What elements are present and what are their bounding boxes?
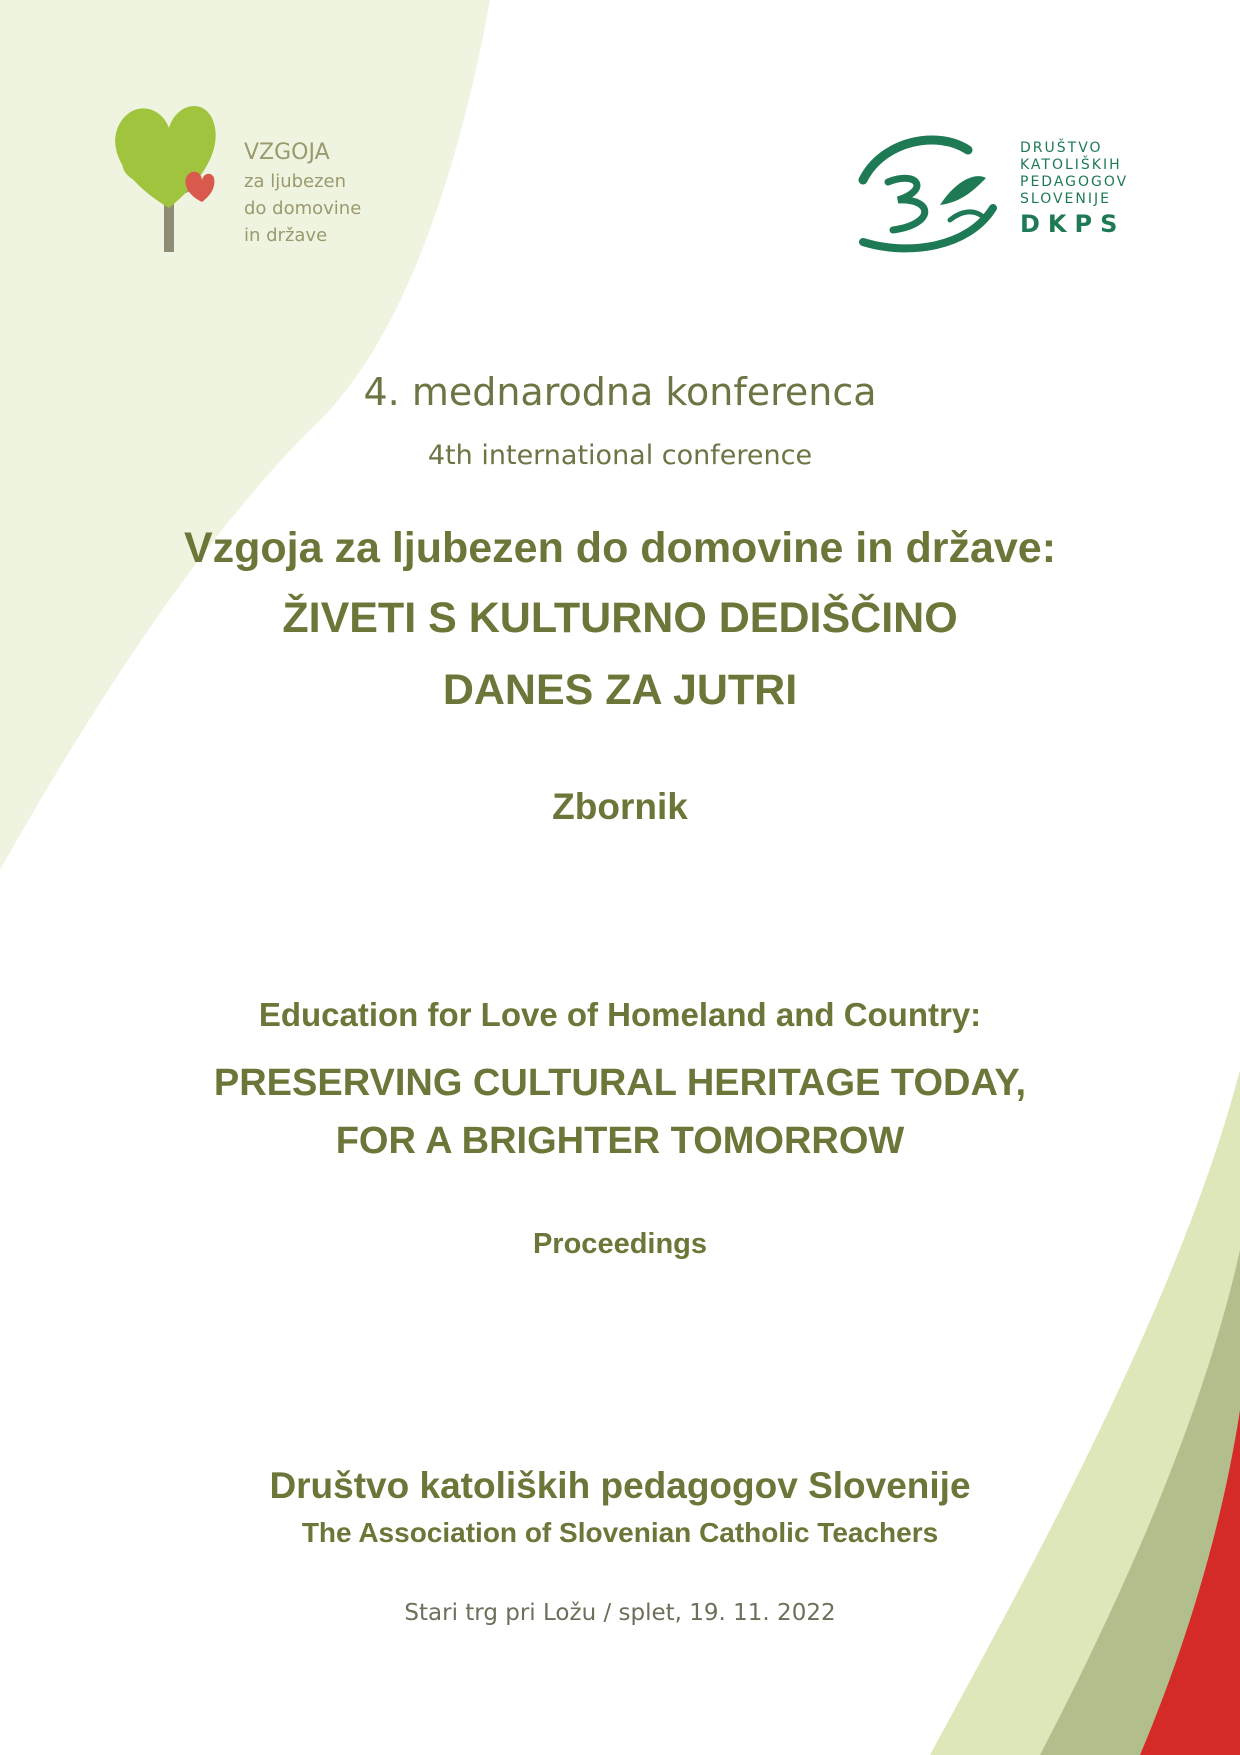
organizer-sl: Društvo katoliških pedagogov Slovenije (269, 1465, 971, 1506)
title-sl-line-2: ŽIVETI S KULTURNO DEDIŠČINO (282, 594, 958, 642)
logo-left-line-3: do domovine (244, 198, 362, 219)
title-en-line-2: PRESERVING CULTURAL HERITAGE TODAY, (213, 1062, 1027, 1104)
logo-right-acronym: DKPS (1020, 210, 1126, 238)
place-date: Stari trg pri Ložu / splet, 19. 11. 2022 (404, 1600, 836, 1626)
logo-right-line-3: PEDAGOGOV (1020, 174, 1129, 190)
logo-right-line-4: SLOVENIJE (1020, 191, 1111, 207)
logo-right-line-1: DRUŠTVO (1020, 140, 1103, 156)
conference-number-en: 4th international conference (427, 440, 813, 471)
title-en-line-3: FOR A BRIGHTER TOMORROW (335, 1120, 905, 1162)
document-type-sl: Zbornik (552, 786, 688, 827)
title-sl-line-3: DANES ZA JUTRI (442, 666, 798, 714)
logo-right-line-2: KATOLIŠKIH (1020, 157, 1122, 173)
conference-number-sl: 4. mednarodna konferenca (363, 370, 877, 414)
logo-left-line-1: VZGOJA (244, 140, 330, 165)
organizer-en: The Association of Slovenian Catholic Teachers (301, 1517, 939, 1548)
logo-left-line-4: in države (244, 225, 328, 246)
title-en-line-1: Education for Love of Homeland and Country: (258, 996, 982, 1033)
document-type-en: Proceedings (532, 1228, 708, 1260)
title-sl-line-1: Vzgoja za ljubezen do domovine in države: (183, 524, 1057, 572)
logo-left-line-2: za ljubezen (244, 171, 347, 192)
vzgoja-logo (112, 100, 392, 260)
heart-tree-icon (112, 100, 242, 260)
dkps-logo (858, 130, 1138, 260)
bird-emblem-icon (858, 130, 1008, 260)
